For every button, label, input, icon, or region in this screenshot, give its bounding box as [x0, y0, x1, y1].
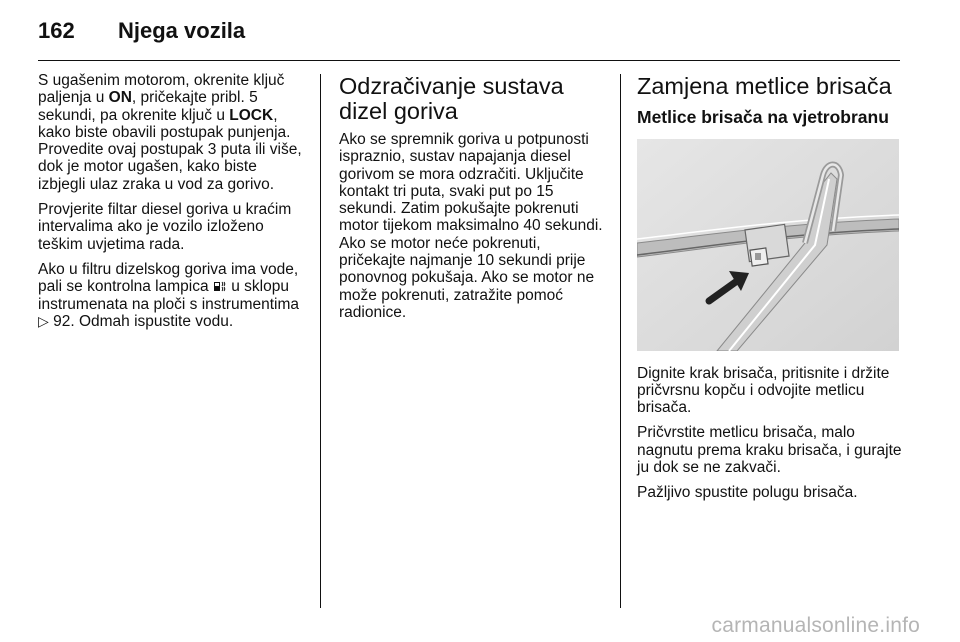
- text: , pričekajte pribl. 5 sekundi, pa okrenite ključ u: [38, 89, 258, 124]
- page-number: 162: [38, 18, 75, 43]
- paragraph-bleeding-system: Ako se spremnik goriva u potpunosti ispraznio, sustav napajanja diesel gorivom se mora odzračiti. Uključite kontakt tri puta, svaki put po 15 sekundi. Zatim pokušajte pokrenuti motor tijekom maksimalno 40 sekundi. Ako se motor neće pokrenuti, pričekajte najmanje 10 sekundi prije ponovnog pokušaja. Ako se motor ne može pokrenuti, zatražite pomoć radionice.: [339, 131, 603, 321]
- text: S ugašenim motorom, okrenite ključ paljenja u: [38, 72, 285, 107]
- key-position-lock: LOCK: [229, 106, 274, 124]
- section-heading-bleeding: Odzračivanje sustava dizel goriva: [339, 73, 564, 124]
- section-heading-wiper: Zamjena metlice brisača: [637, 73, 892, 99]
- text: , kako biste obavili postupak punjenja. Provedite ovaj postupak 3 puta ili više, dok je motor ugašen, kako biste izbjegli ulaz zraka u vod za gorivo.: [38, 106, 302, 193]
- paragraph-water-in-filter: [38, 261, 306, 330]
- header-divider: [38, 60, 900, 61]
- column-middle: [339, 72, 607, 329]
- paragraph-bleeding-procedure: [38, 72, 306, 193]
- column-divider-right: [620, 74, 621, 608]
- wiper-blade-illustration: [637, 139, 899, 351]
- paragraph-wiper-attach: Pričvrstite metlicu brisača, malo nagnutu prema kraku brisača, i gurajte ju dok se ne zakvači.: [637, 424, 902, 476]
- paragraph-wiper-remove: Dignite krak brisača, pritisnite i držite pričvrsnu kopču i odvojite metlicu brisača.: [637, 364, 890, 417]
- water-in-fuel-lamp-icon: [213, 280, 227, 292]
- paragraph-wiper-lower: Pažljivo spustite polugu brisača.: [637, 484, 858, 502]
- triangle-reference-icon: ▷: [38, 312, 49, 329]
- paragraph-filter-check: Provjerite filtar diesel goriva u kraćim intervalima ako je vozilo izloženo teškim uvjetima rada.: [38, 201, 292, 253]
- column-left: [38, 72, 306, 338]
- text: u sklopu instrumenata na ploči s instrumentima: [38, 278, 300, 313]
- column-divider-left: [320, 74, 321, 608]
- page-title: Njega vozila: [118, 18, 246, 43]
- key-position-on: ON: [108, 89, 132, 107]
- page-reference-link[interactable]: 92: [53, 312, 71, 330]
- text: . Odmah ispustite vodu.: [70, 312, 234, 330]
- watermark[interactable]: carmanualsonline.info: [711, 614, 920, 637]
- column-right: [637, 72, 905, 510]
- text: Ako u filtru dizelskog goriva ima vode, pali se kontrolna lampica: [38, 260, 299, 296]
- subheading-windscreen-wipers: Metlice brisača na vjetrobranu: [637, 106, 889, 127]
